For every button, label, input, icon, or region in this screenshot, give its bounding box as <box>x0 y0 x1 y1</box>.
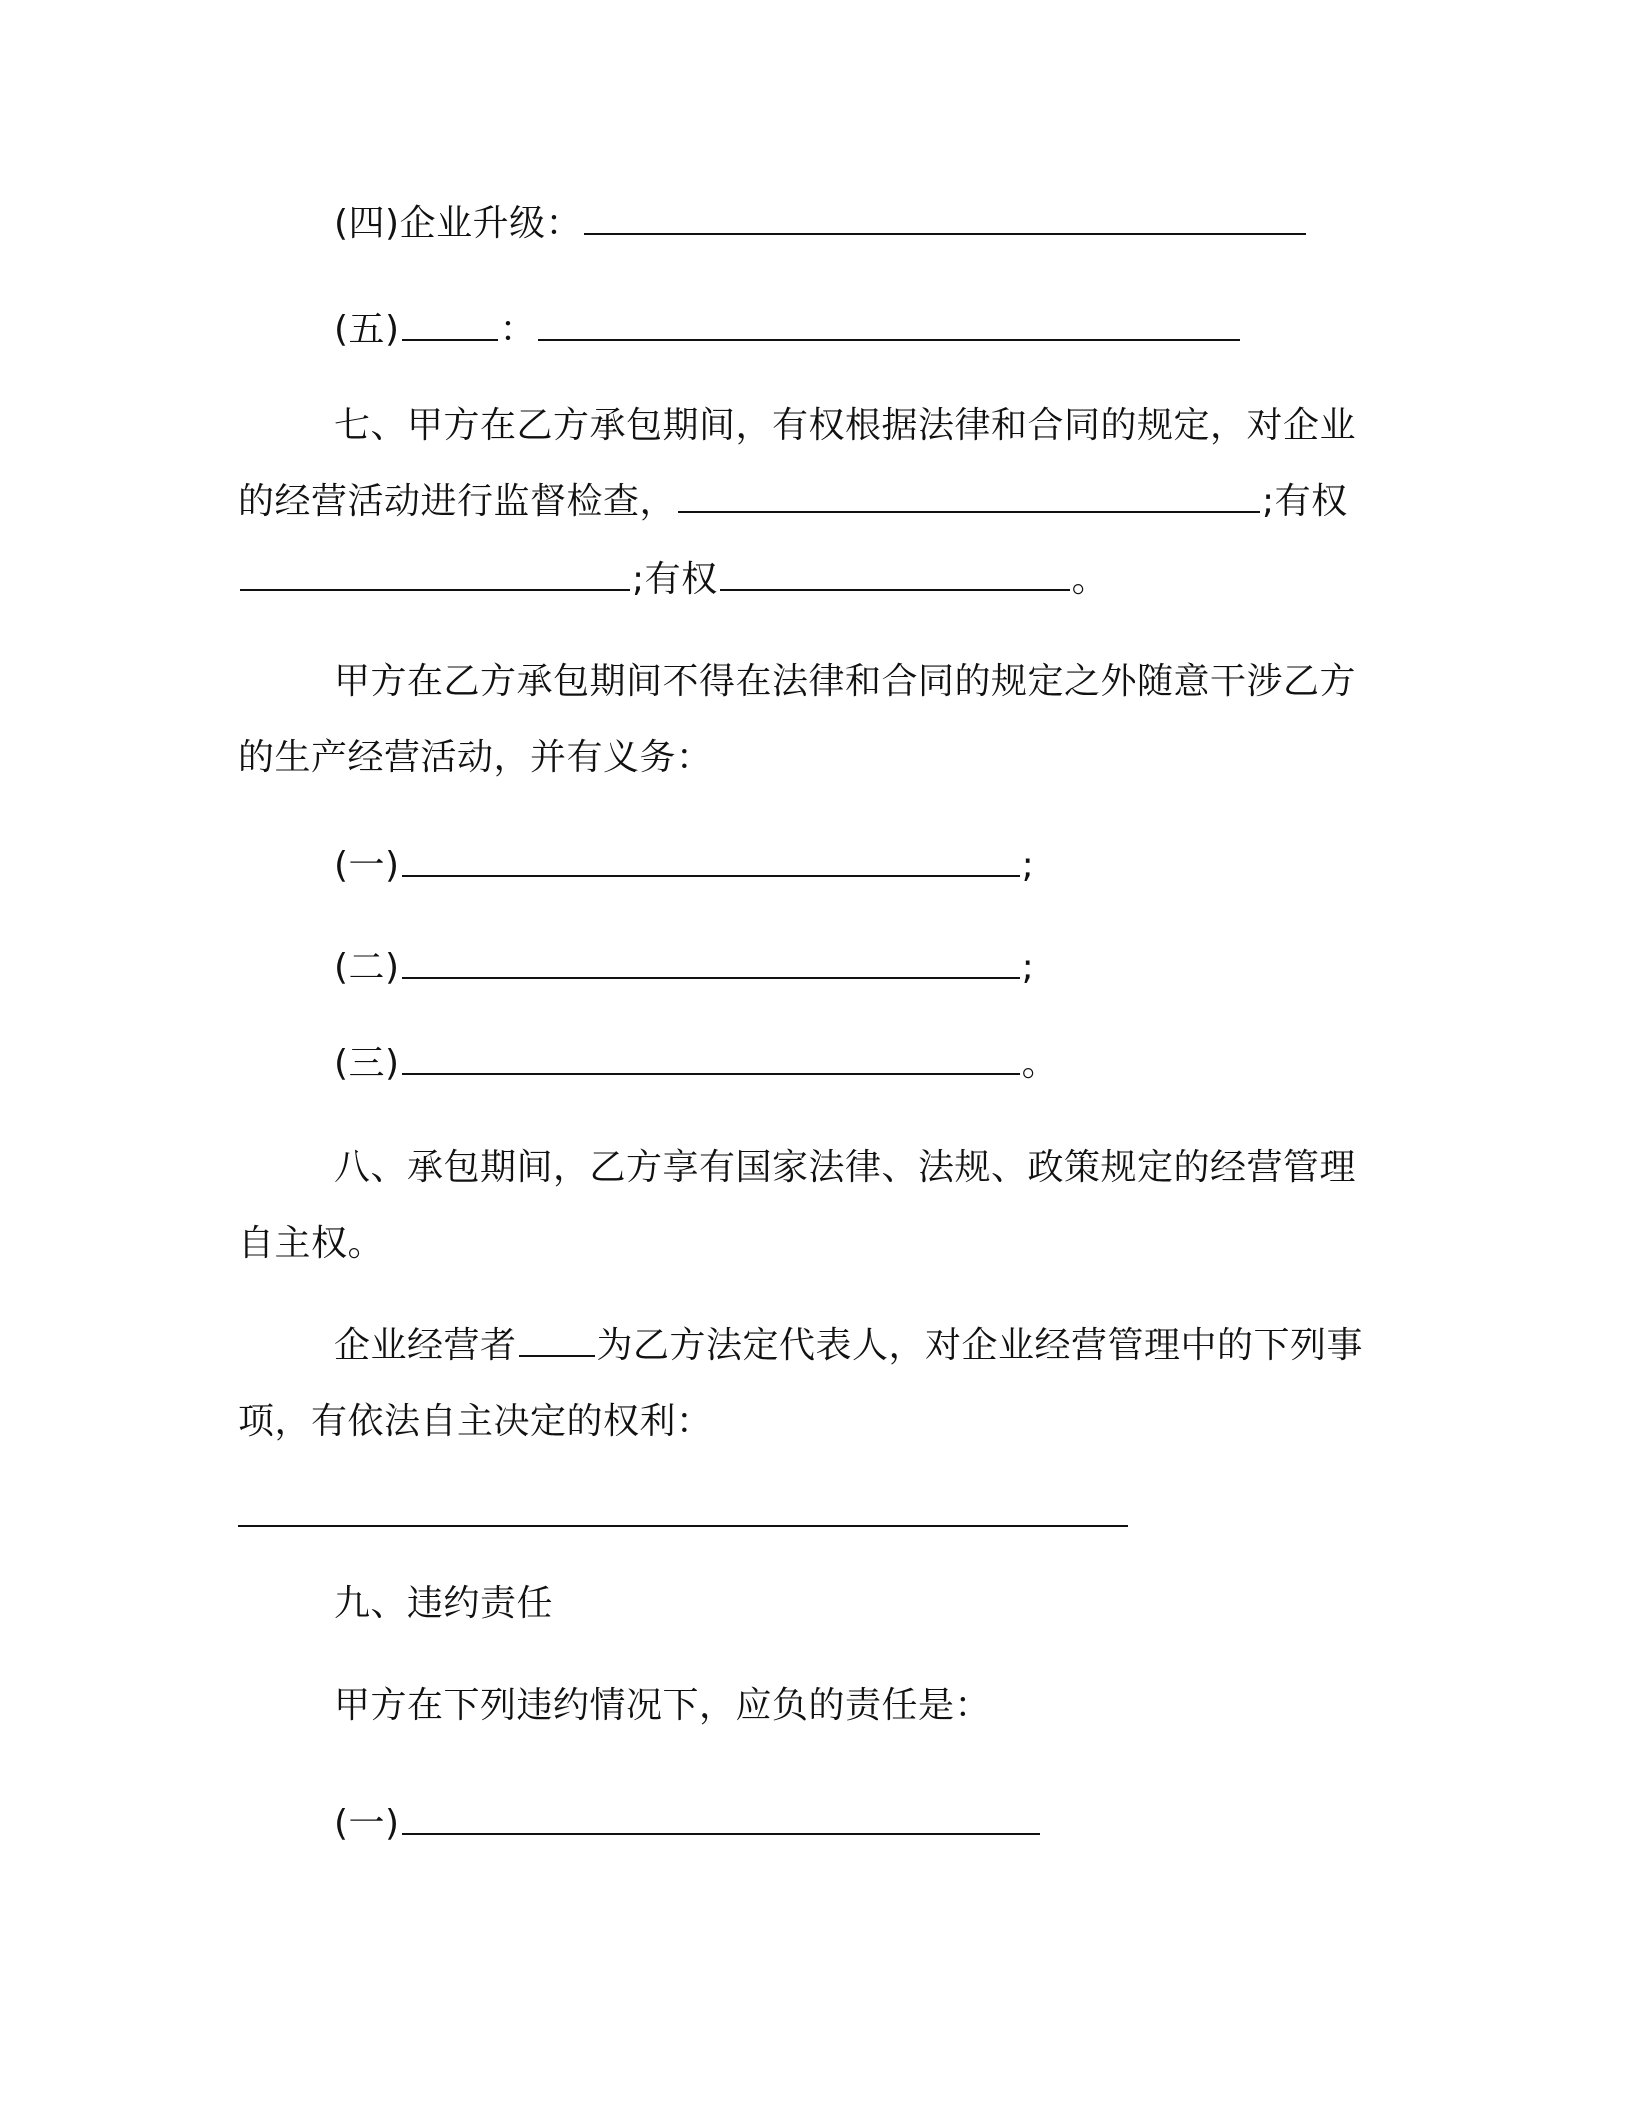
article-9-title: 九、违约责任 <box>334 1583 554 1624</box>
clause-5-label: (五) <box>334 309 400 350</box>
article-7-end-mark: 。 <box>1071 559 1109 600</box>
article-8-text-1: 八、承包期间，乙方享有国家法律、法规、政策规定的经营管理 <box>334 1147 1357 1188</box>
article-8-matters-blank[interactable] <box>238 1495 1128 1527</box>
obligation-2-label: (二) <box>334 947 400 988</box>
clause-5-blank[interactable] <box>538 309 1240 341</box>
clause-5-colon: ： <box>499 309 537 350</box>
breach-1-label: (一) <box>334 1803 400 1844</box>
article-7-text-2-line <box>238 478 1348 526</box>
obligation-1-end: ; <box>1021 845 1035 886</box>
obligation-1-blank[interactable] <box>402 845 1020 877</box>
obligation-3-end: 。 <box>1021 1043 1059 1084</box>
article-8-text-2: 自主权。 <box>238 1223 385 1264</box>
clause-5-line <box>334 306 1242 354</box>
article-8-matters-line <box>238 1492 1130 1540</box>
article-8-operator-text: 为乙方法定代表人，对企业经营管理中的下列事 <box>596 1325 1364 1366</box>
obligation-3-label: (三) <box>334 1043 400 1084</box>
article-7-right-1-blank[interactable] <box>678 481 1260 513</box>
article-7-text-2: 的经营活动进行监督检查， <box>238 481 677 522</box>
article-7-text-3-line <box>238 556 1108 604</box>
article-7-right-2-blank[interactable] <box>240 559 630 591</box>
obligation-2-blank[interactable] <box>402 947 1020 979</box>
clause-4-label: (四)企业升级： <box>334 203 583 244</box>
clause-5-name-blank[interactable] <box>402 309 498 341</box>
breach-1-blank[interactable] <box>402 1803 1040 1835</box>
obligation-3-line <box>334 1040 1058 1088</box>
article-7-text-1: 七、甲方在乙方承包期间，有权根据法律和合同的规定，对企业 <box>334 405 1357 446</box>
obligation-1-line <box>334 842 1034 890</box>
article-8-operator-label: 企业经营者 <box>334 1325 517 1366</box>
article-7-obligation-text-1: 甲方在乙方承包期间不得在法律和合同的规定之外随意干涉乙方 <box>334 661 1357 702</box>
clause-4-blank[interactable] <box>584 203 1306 235</box>
article-7-right-3-label: ;有权 <box>632 559 718 600</box>
article-8-operator-line <box>334 1322 1363 1370</box>
operator-name-blank[interactable] <box>519 1325 595 1357</box>
clause-4-line <box>334 200 1308 248</box>
breach-1-line <box>334 1800 1042 1848</box>
obligation-3-blank[interactable] <box>402 1043 1020 1075</box>
obligation-2-line <box>334 944 1034 992</box>
obligation-2-end: ; <box>1021 947 1035 988</box>
article-8-text-4: 项，有依法自主决定的权利： <box>238 1401 713 1442</box>
obligation-1-label: (一) <box>334 845 400 886</box>
article-7-right-3-blank[interactable] <box>720 559 1070 591</box>
article-7-right-2-label: ;有权 <box>1262 481 1348 522</box>
article-9-text-1: 甲方在下列违约情况下，应负的责任是： <box>334 1685 992 1726</box>
article-7-obligation-text-2: 的生产经营活动，并有义务： <box>238 737 713 778</box>
